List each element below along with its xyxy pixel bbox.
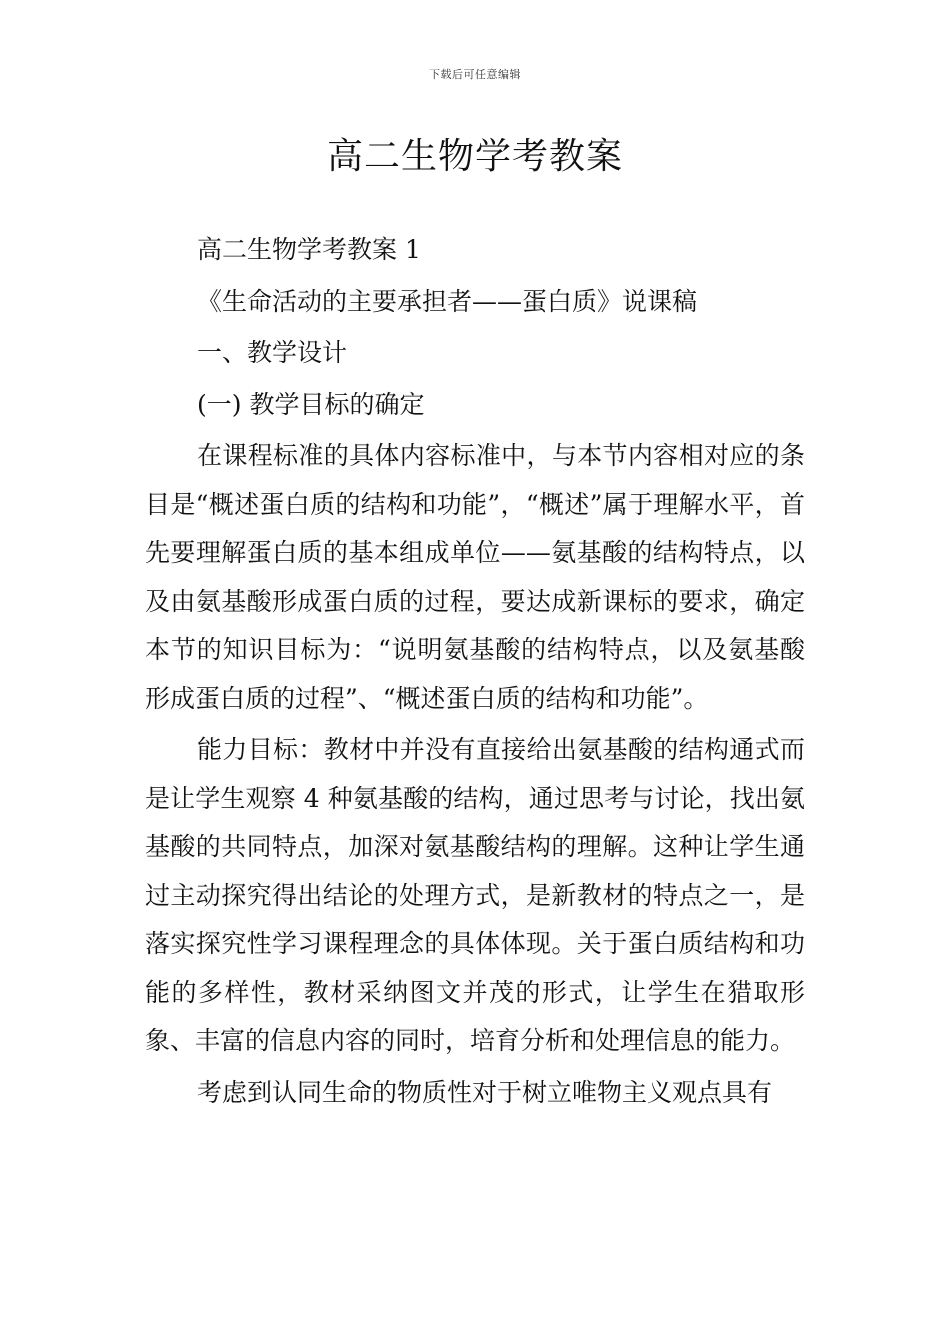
lesson-title: 《生命活动的主要承担者——蛋白质》说课稿 xyxy=(197,286,698,316)
part-heading: 一、教学设计 xyxy=(197,338,348,367)
header-note: 下载后可任意编辑 xyxy=(429,68,521,81)
paragraph-knowledge-goal: 在课程标准的具体内容标准中，与本节内容相对应的条目是“概述蛋白质的结构和功能”，“概述”属于理解水平，首先要理解蛋白质的基本组成单位——氨基酸的结构特点，以及由氨基酸形成蛋白质的过程，要达成新课标的要求，确定本节的知识目标为：“说明氨基酸的结构特点，以及氨基酸形成蛋白质的过程”、“概述蛋白质的结构和功能”。 xyxy=(145,441,805,713)
section-title: 高二生物学考教案 1 xyxy=(197,235,421,264)
sub-heading: (一) 教学目标的确定 xyxy=(197,389,425,419)
document-title: 高二生物学考教案 xyxy=(326,136,623,177)
paragraph-ability-goal: 能力目标：教材中并没有直接给出氨基酸的结构通式而是让学生观察 4 种氨基酸的结构，通过思考与讨论，找出氨基酸的共同特点，加深对氨基酸结构的理解。这种让学生通过主动探究得出结论的处理方式，是新教材的特点之一，是落实探究性学习课程理念的具体体现。关于蛋白质结构和功能的多样性，教材采纳图文并茂的形式，让学生在猎取形象、丰富的信息内容的同时，培育分析和处理信息的能力。 xyxy=(145,735,805,1055)
document-body xyxy=(145,226,805,1117)
paragraph-attitude-goal: 考虑到认同生命的物质性对于树立唯物主义观点具有 xyxy=(197,1077,773,1107)
